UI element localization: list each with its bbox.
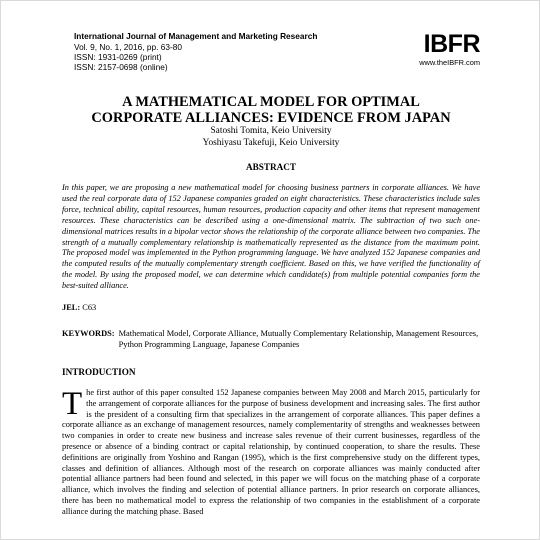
journal-volume: Vol. 9, No. 1, 2016, pp. 63-80	[74, 42, 182, 52]
author-1: Satoshi Tomita, Keio University	[210, 126, 332, 136]
author-2: Yoshiyasu Takefuji, Keio University	[202, 137, 340, 148]
logo-url: www.theIBFR.com	[419, 58, 480, 67]
drop-cap: T	[62, 386, 83, 423]
keywords	[62, 329, 480, 350]
paper-title	[62, 94, 480, 126]
issn-print: ISSN: 1931-0269 (print)	[74, 52, 162, 62]
jel-label: JEL:	[62, 303, 81, 313]
abstract-text: In this paper, we are proposing a new mathematical model for choosing business partners in corporate alliances. We have used the real corporate data of 152 Japanese companies graded on eight characteristics. These characteristics include sales force, technical ability, capital resources, human resources, production capacity and other items that represent management resources. These characteristics can be described using a one-dimensional matrix. The subtraction of two such one-dimensional matrices results in a bipolar vector shows the relationship of the corporate alliance between two companies. The strength of a mutually complementary relationship is mathematically represented as the distance from the maximum point. The proposed model was implemented in the Python programming language. We have analyzed 152 Japanese companies and the computed results of the mutually complementary strength coefficient. Based on this, we have verified the functionality of the model. By using the proposed model, we can determine which candidate(s) from multiple potential companies form the best-suited alliance.	[62, 183, 480, 291]
introduction-heading: INTRODUCTION	[62, 367, 136, 378]
logo-mark: IBFR	[423, 30, 480, 58]
keywords-text: Mathematical Model, Corporate Alliance, Mutually Complementary Relationship, Management Resources, Python Programming Language, Japanese Companies	[118, 329, 479, 349]
introduction-text	[62, 388, 480, 518]
abstract-heading: ABSTRACT	[245, 162, 297, 172]
title-line-1: A MATHEMATICAL MODEL FOR OPTIMAL	[122, 94, 420, 110]
paper-page	[62, 31, 480, 518]
journal-header	[62, 31, 480, 91]
title-line-2: CORPORATE ALLIANCES: EVIDENCE FROM JAPAN	[91, 110, 451, 126]
journal-name: International Journal of Management and Marketing Research	[74, 31, 318, 41]
jel-value: C63	[82, 303, 97, 313]
issn-online: ISSN: 2157-0698 (online)	[74, 62, 168, 72]
jel-code	[62, 303, 480, 312]
keywords-label: KEYWORDS:	[62, 329, 115, 339]
publisher-logo	[419, 31, 480, 67]
introduction-body: he first author of this paper consulted 152 Japanese companies between May 2008 and March 2015, particularly for the arrangement of corporate alliances for the purpose of business development and increasing sales. The first author is the president of a consulting firm that specializes in the arrangement of corporate alliances. This paper defines a corporate alliance as an exchange of management resources, namely complementarity of strengths and weaknesses between two companies in order to create new business and increase sales revenue of their current businesses, regardless of the presence or absence of a binding contract or capital relationship, by continued cooperation, to share the results. These definitions are originally from Yoshino and Rangan (1995), which is the first comprehensive study on the different types, classes and definition of alliances. Although most of the research on corporate alliances was mainly conducted after potential alliance partners had been found and selected, in this paper we will focus on the matching phase of a corporate alliance, which involves the finding and selection of potential alliance partners. In prior research on corporate alliances, there has been no mathematical model to express the relationship of two companies in the establishment of a corporate alliance during the matching phase. Based	[62, 388, 480, 516]
